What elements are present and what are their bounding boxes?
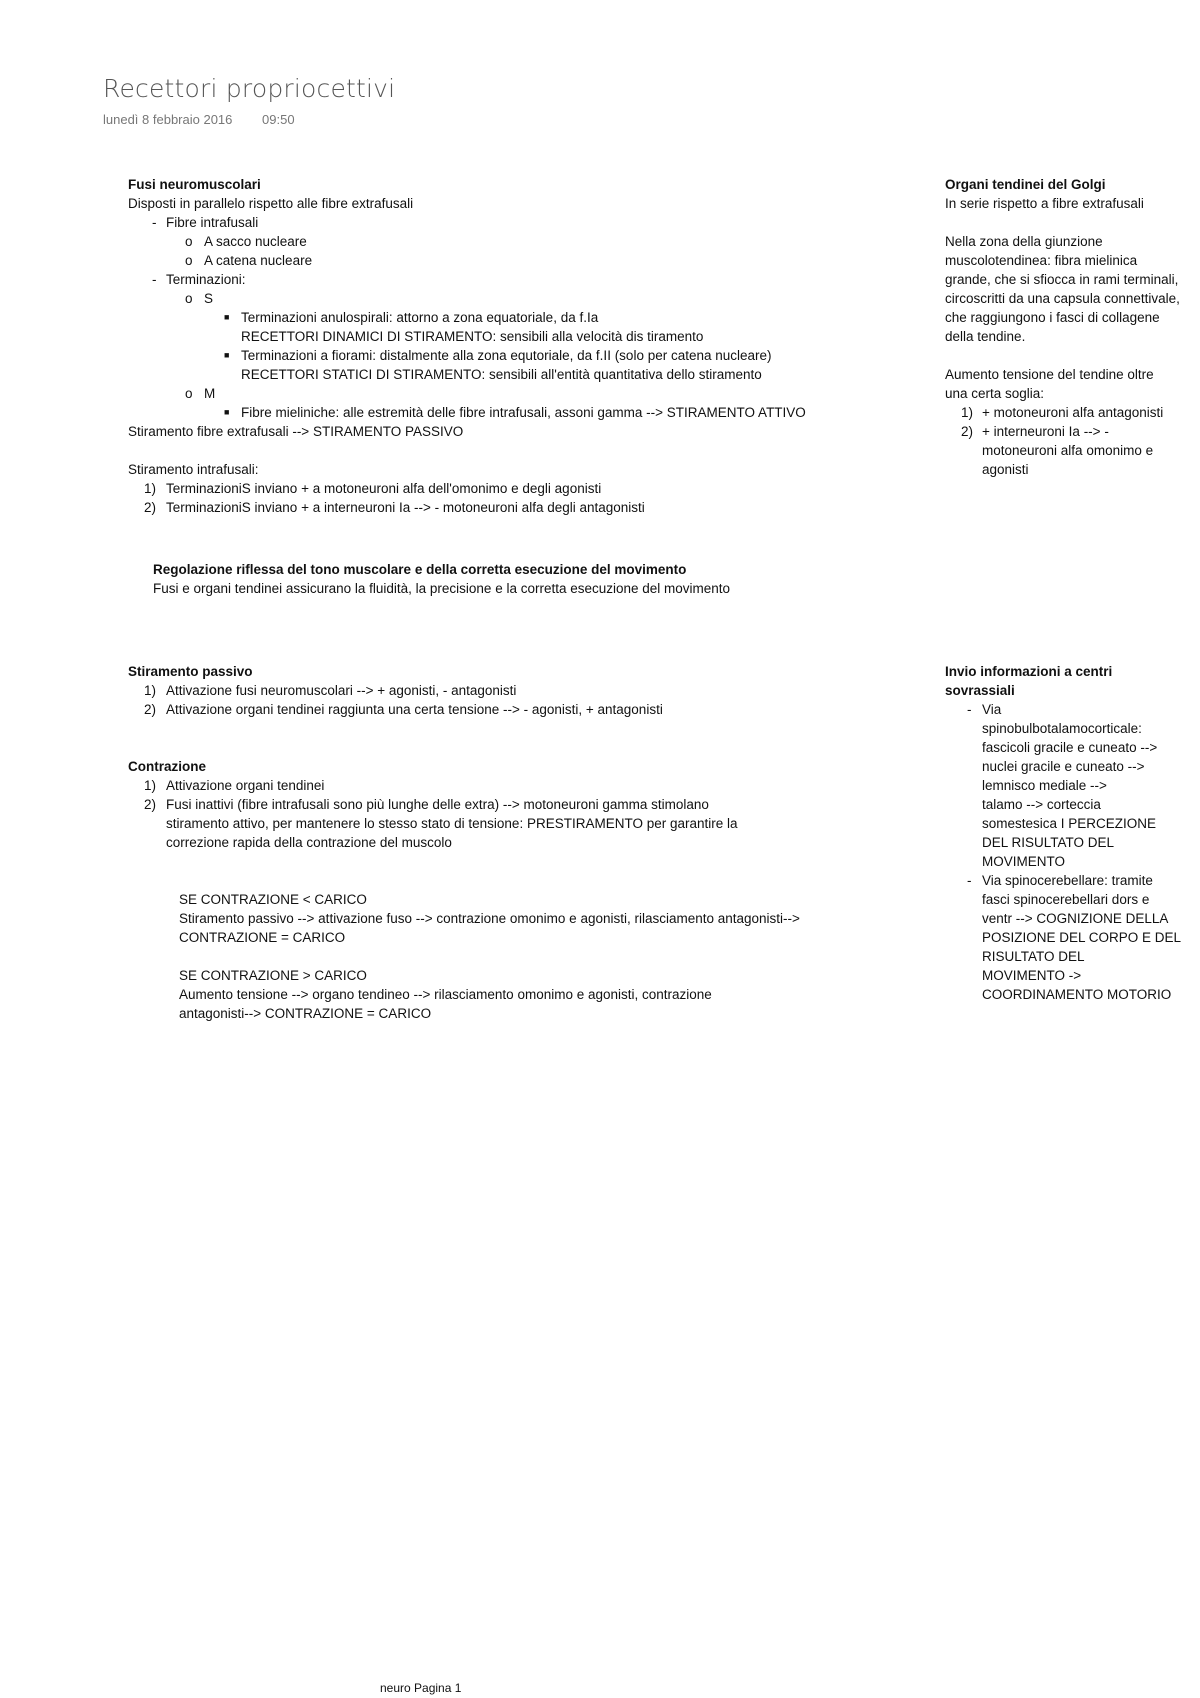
regolazione-heading: Regolazione riflessa del tono muscolare e della corretta esecuzione del movimento bbox=[153, 562, 687, 577]
invio-item-line: DEL RISULTATO DEL bbox=[982, 835, 1115, 850]
case-line: SE CONTRAZIONE < CARICO bbox=[179, 892, 367, 907]
page-time: 09:50 bbox=[262, 112, 295, 127]
s-item-line: Terminazioni anulospirali: attorno a zona equatoriale, da f.Ia bbox=[241, 310, 599, 325]
intra-item: TerminazioniS inviano + a motoneuroni alfa dell'omonimo e degli agonisti bbox=[166, 481, 602, 496]
invio-item-line: spinobulbotalamocorticale: bbox=[982, 721, 1142, 736]
golgi-item-line: motoneuroni alfa omonimo e bbox=[982, 443, 1154, 458]
invio-item-line: talamo --> corteccia bbox=[982, 797, 1101, 812]
list-item bbox=[128, 346, 908, 384]
square-bullet: ■ bbox=[224, 350, 230, 360]
fibre-label: Fibre intrafusali bbox=[166, 215, 259, 230]
s-item-line: RECETTORI DINAMICI DI STIRAMENTO: sensibili alla velocità dis tiramento bbox=[241, 329, 704, 344]
square-bullet: ■ bbox=[224, 407, 230, 417]
note-fusi bbox=[128, 175, 908, 517]
list-item bbox=[128, 289, 908, 308]
golgi-aumento-line: Aumento tensione del tendine oltre bbox=[945, 367, 1154, 382]
passivo-item: Attivazione fusi neuromuscolari --> + agonisti, - antagonisti bbox=[166, 683, 517, 698]
invio-item-line: POSIZIONE DEL CORPO E DEL bbox=[982, 930, 1182, 945]
invio-item-line: lemnisco mediale --> bbox=[982, 778, 1107, 793]
golgi-desc-line: muscolotendinea: fibra mielinica bbox=[945, 253, 1138, 268]
circle-bullet: o bbox=[185, 291, 193, 306]
invio-item-line: Via bbox=[982, 702, 1002, 717]
list-item bbox=[128, 776, 918, 795]
page-footer: neuro Pagina 1 bbox=[380, 1681, 462, 1695]
passivo-heading: Stiramento passivo bbox=[128, 664, 253, 679]
list-item bbox=[128, 232, 908, 251]
golgi-desc-line: grande, che si sfiocca in rami terminali, bbox=[945, 272, 1179, 287]
dash-bullet: - bbox=[152, 272, 157, 287]
list-item bbox=[128, 308, 908, 346]
number-marker: 1) bbox=[961, 405, 974, 420]
list-item bbox=[945, 422, 1195, 479]
m-item: Fibre mieliniche: alle estremità delle fibre intrafusali, assoni gamma --> STIRAMENTO ATTIVO bbox=[241, 405, 806, 420]
invio-item-line: RISULTATO DEL bbox=[982, 949, 1085, 964]
s-label: S bbox=[204, 291, 214, 306]
list-item bbox=[128, 403, 908, 422]
fusi-intro: Disposti in parallelo rispetto alle fibre extrafusali bbox=[128, 196, 414, 211]
list-item bbox=[128, 700, 918, 719]
case-line: Stiramento passivo --> attivazione fuso --> contrazione omonimo e agonisti, rilasciamento antagonisti--> bbox=[179, 911, 800, 926]
case-line: SE CONTRAZIONE > CARICO bbox=[179, 968, 367, 983]
fibre-item: A sacco nucleare bbox=[204, 234, 307, 249]
number-marker: 1) bbox=[144, 778, 157, 793]
case-line: antagonisti--> CONTRAZIONE = CARICO bbox=[179, 1006, 432, 1021]
number-marker: 1) bbox=[144, 481, 157, 496]
number-marker: 2) bbox=[144, 500, 157, 515]
invio-item-line: Via spinocerebellare: tramite bbox=[982, 873, 1153, 888]
golgi-aumento-line: una certa soglia: bbox=[945, 386, 1045, 401]
list-item bbox=[128, 681, 918, 700]
contrazione-item-line: stiramento attivo, per mantenere lo stesso stato di tensione: PRESTIRAMENTO per garantire la bbox=[166, 816, 738, 831]
list-item bbox=[128, 251, 908, 270]
list-item bbox=[128, 498, 908, 517]
page-date: lunedì 8 febbraio 2016 bbox=[103, 112, 233, 127]
term-label: Terminazioni: bbox=[166, 272, 246, 287]
stiramento-intra-label: Stiramento intrafusali: bbox=[128, 462, 259, 477]
circle-bullet: o bbox=[185, 386, 193, 401]
golgi-desc-line: della tendine. bbox=[945, 329, 1026, 344]
page-title: Recettori propriocettivi bbox=[103, 74, 396, 103]
contrazione-heading: Contrazione bbox=[128, 759, 207, 774]
dash-bullet: - bbox=[967, 702, 972, 717]
invio-item-line: fasci spinocerebellari dors e bbox=[982, 892, 1150, 907]
golgi-intro: In serie rispetto a fibre extrafusali bbox=[945, 196, 1144, 211]
s-item-line: Terminazioni a fiorami: distalmente alla zona equtoriale, da f.II (solo per catena nucleare) bbox=[241, 348, 772, 363]
number-marker: 1) bbox=[144, 683, 157, 698]
list-item bbox=[945, 700, 1195, 871]
list-item bbox=[128, 384, 908, 403]
case-carico-minore bbox=[128, 890, 918, 947]
list-item bbox=[945, 403, 1195, 422]
note-invio bbox=[945, 662, 1195, 1004]
circle-bullet: o bbox=[185, 253, 193, 268]
number-marker: 2) bbox=[144, 797, 157, 812]
invio-item-line: fascicoli gracile e cuneato --> bbox=[982, 740, 1158, 755]
golgi-item-line: agonisti bbox=[982, 462, 1029, 477]
invio-item-line: somestesica I PERCEZIONE bbox=[982, 816, 1157, 831]
circle-bullet: o bbox=[185, 234, 193, 249]
invio-item-line: COORDINAMENTO MOTORIO bbox=[982, 987, 1172, 1002]
contrazione-item: Attivazione organi tendinei bbox=[166, 778, 325, 793]
golgi-heading: Organi tendinei del Golgi bbox=[945, 177, 1106, 192]
case-carico-maggiore bbox=[128, 966, 918, 1023]
golgi-item-line: + interneuroni Ia --> - bbox=[982, 424, 1109, 439]
invio-heading-line: Invio informazioni a centri bbox=[945, 664, 1113, 679]
list-item bbox=[128, 479, 908, 498]
note-passivo-contrazione bbox=[128, 662, 918, 1023]
invio-item-line: nuclei gracile e cuneato --> bbox=[982, 759, 1145, 774]
case-line: Aumento tensione --> organo tendineo --> rilasciamento omonimo e agonisti, contrazione bbox=[179, 987, 712, 1002]
stiramento-extra: Stiramento fibre extrafusali --> STIRAMENTO PASSIVO bbox=[128, 424, 464, 439]
contrazione-item-line: Fusi inattivi (fibre intrafusali sono più lunghe delle extra) --> motoneuroni gamma stimolano bbox=[166, 797, 709, 812]
regolazione-text: Fusi e organi tendinei assicurano la fluidità, la precisione e la corretta esecuzione del movimento bbox=[153, 581, 731, 596]
invio-item-line: MOVIMENTO bbox=[982, 854, 1066, 869]
m-label: M bbox=[204, 386, 216, 401]
invio-item-line: ventr --> COGNIZIONE DELLA bbox=[982, 911, 1169, 926]
list-item bbox=[128, 795, 918, 852]
note-golgi bbox=[945, 175, 1195, 479]
golgi-desc-line: Nella zona della giunzione bbox=[945, 234, 1103, 249]
case-line: CONTRAZIONE = CARICO bbox=[179, 930, 346, 945]
s-item-line: RECETTORI STATICI DI STIRAMENTO: sensibili all'entità quantitativa dello stiramento bbox=[241, 367, 762, 382]
number-marker: 2) bbox=[144, 702, 157, 717]
list-item bbox=[945, 871, 1195, 1004]
list-item bbox=[128, 213, 908, 232]
invio-item-line: MOVIMENTO -> bbox=[982, 968, 1082, 983]
dash-bullet: - bbox=[152, 215, 157, 230]
fusi-heading: Fusi neuromuscolari bbox=[128, 177, 261, 192]
golgi-item-line: + motoneuroni alfa antagonisti bbox=[982, 405, 1164, 420]
invio-heading-line: sovrassiali bbox=[945, 683, 1015, 698]
note-regolazione bbox=[153, 560, 913, 598]
golgi-desc-line: che raggiungono i fasci di collagene bbox=[945, 310, 1160, 325]
fibre-item: A catena nucleare bbox=[204, 253, 313, 268]
number-marker: 2) bbox=[961, 424, 974, 439]
page-datetime bbox=[103, 112, 295, 127]
passivo-item: Attivazione organi tendinei raggiunta una certa tensione --> - agonisti, + antagonisti bbox=[166, 702, 663, 717]
square-bullet: ■ bbox=[224, 312, 230, 322]
contrazione-item-line: correzione rapida della contrazione del muscolo bbox=[166, 835, 452, 850]
dash-bullet: - bbox=[967, 873, 972, 888]
list-item bbox=[128, 270, 908, 289]
intra-item: TerminazioniS inviano + a interneuroni Ia --> - motoneuroni alfa degli antagonisti bbox=[166, 500, 645, 515]
golgi-desc-line: circoscritti da una capsula connettivale, bbox=[945, 291, 1180, 306]
